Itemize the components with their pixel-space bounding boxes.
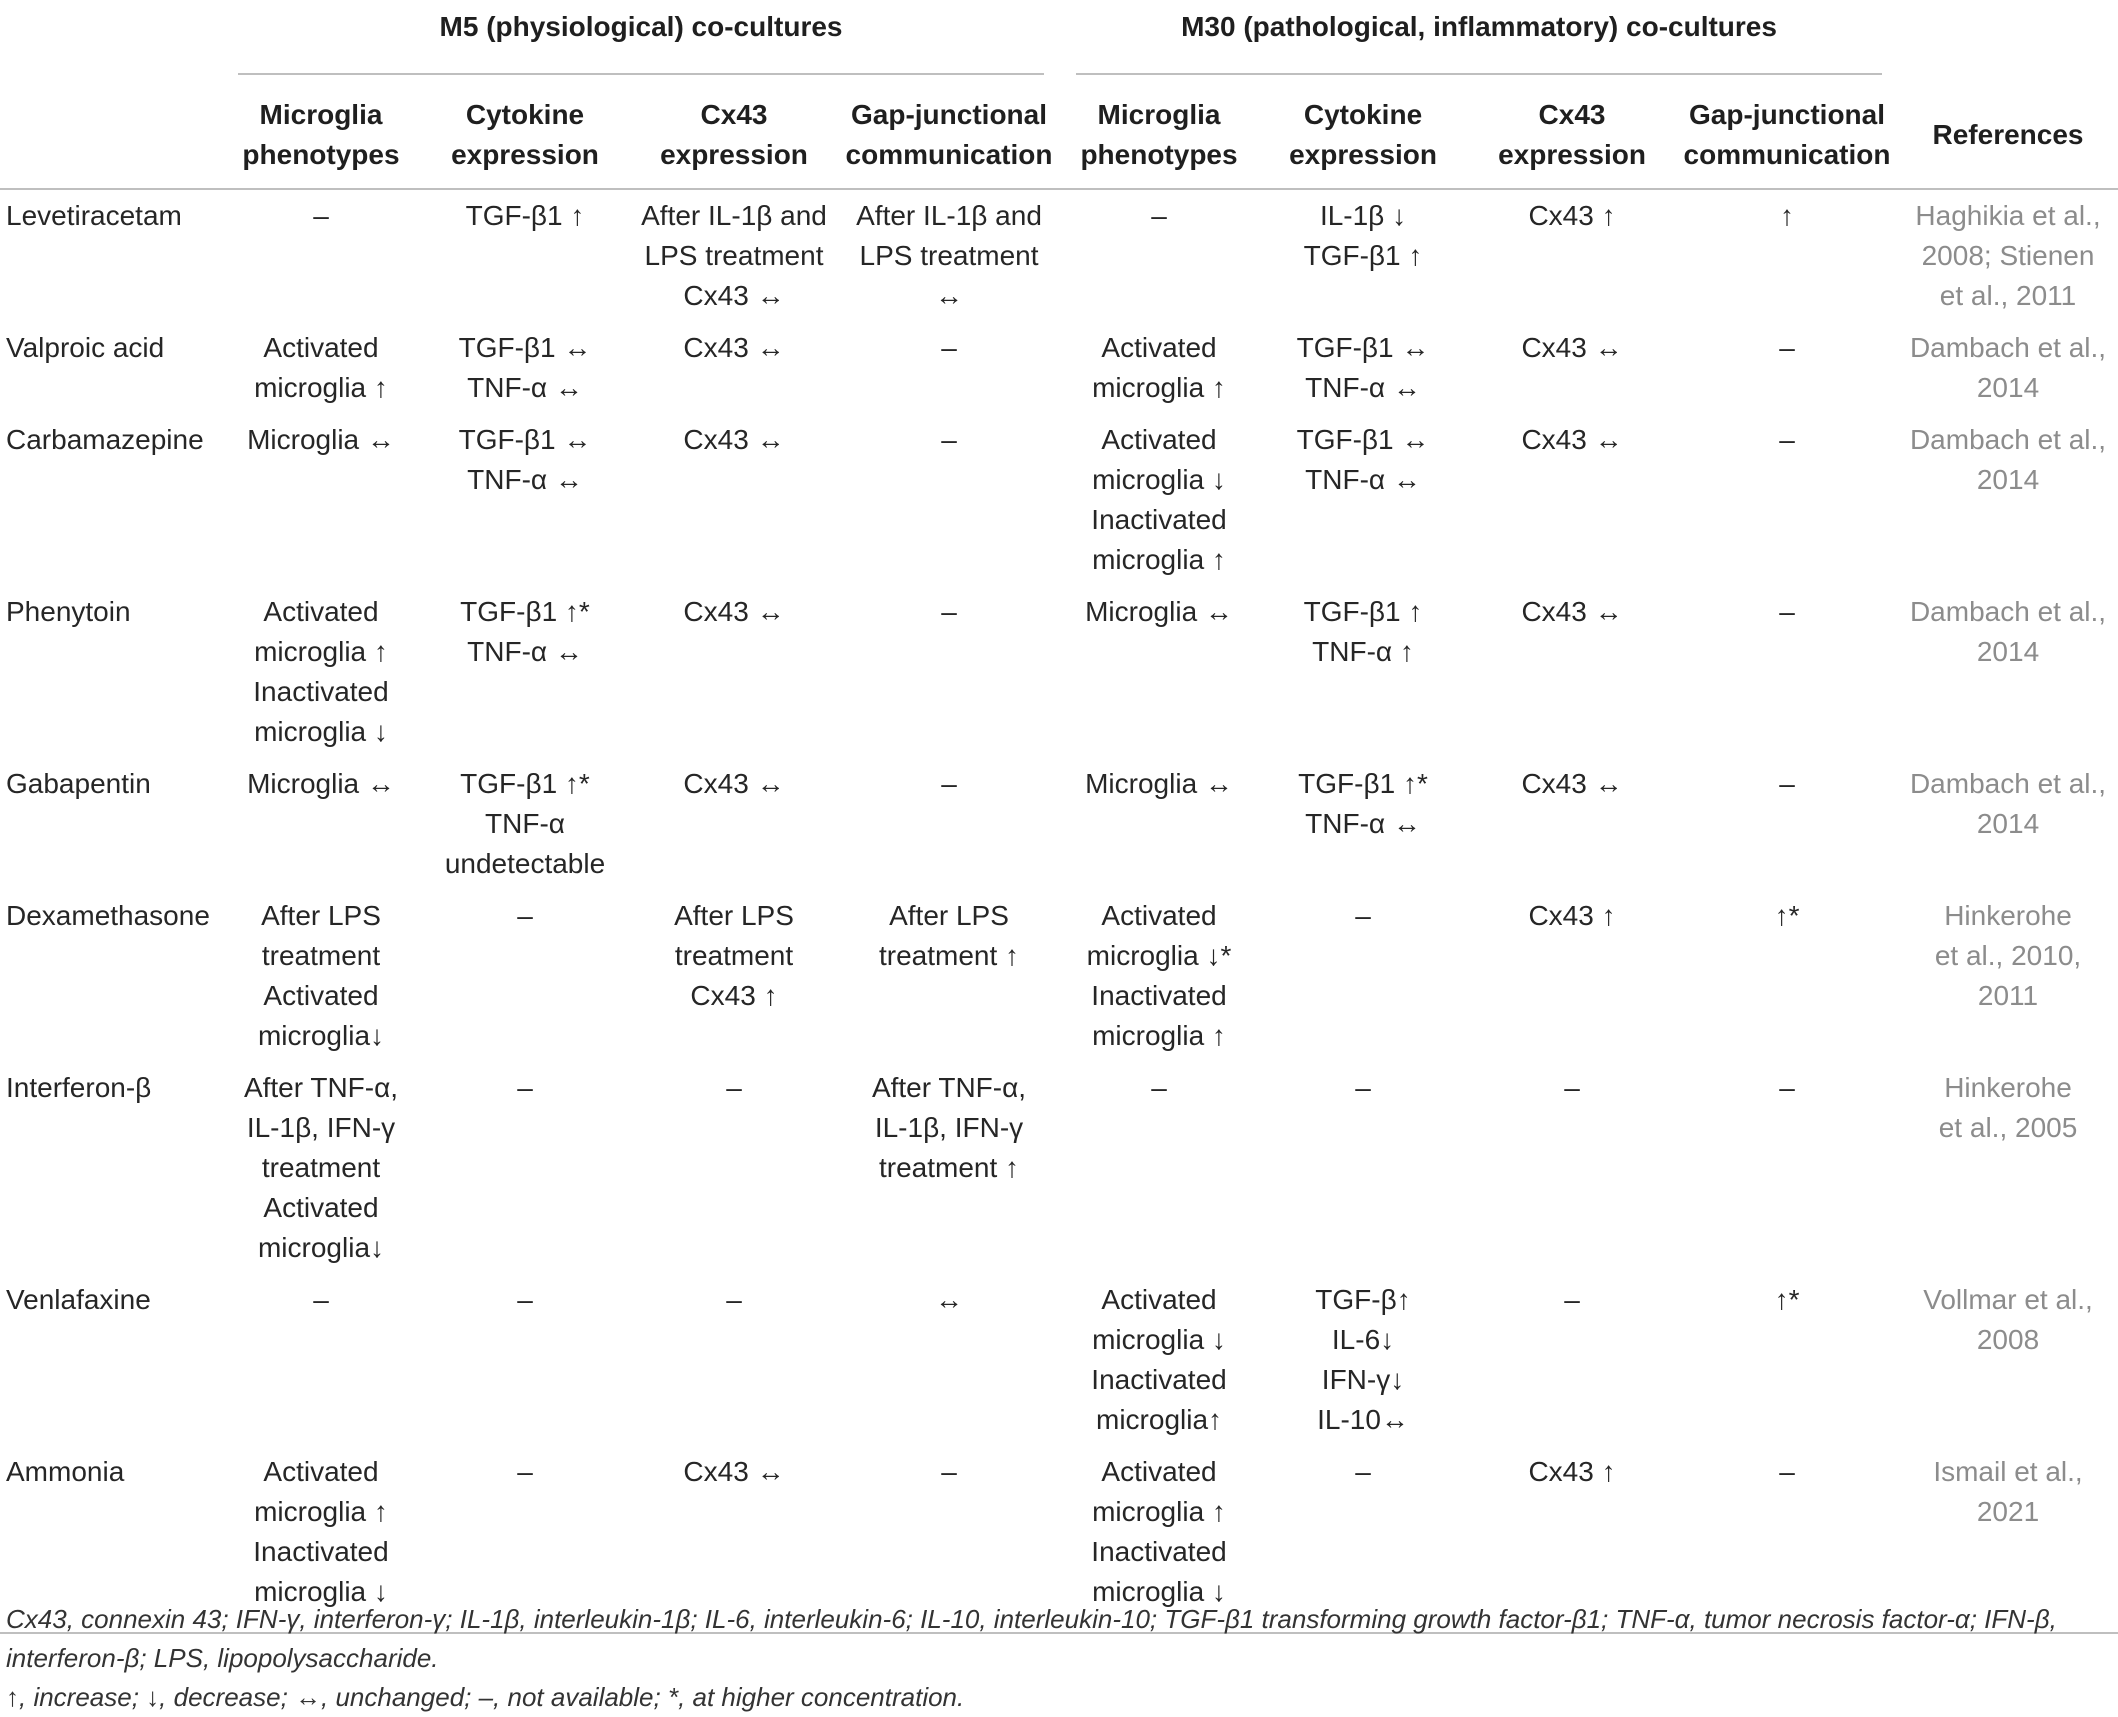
column-header-line: communication (1683, 139, 1891, 170)
cell-line: IFN-γ↓ (1321, 1364, 1405, 1395)
column-header-line: expression (1289, 139, 1437, 170)
table-cell (630, 586, 838, 758)
cell-line: LPS treatment (644, 240, 824, 271)
cell-line: TNF-α ↔ (467, 372, 583, 403)
cell-line: Cx43 ↔ (683, 280, 785, 311)
table-cell (222, 414, 420, 586)
cell-line: Cx43 ↔ (1521, 424, 1623, 455)
table-cell (420, 1062, 630, 1274)
table-cell (1468, 890, 1676, 1062)
cell-line: Activated (1101, 1456, 1217, 1487)
cell-line: microglia ↑ (254, 636, 388, 667)
column-header-line: Gap-junctional (1689, 99, 1886, 130)
cell-line: Activated (1101, 332, 1217, 363)
column-header-line: expression (451, 139, 599, 170)
cell-line: After LPS (889, 900, 1009, 931)
reference-cell (1898, 414, 2118, 586)
cell-line: TNF-α (485, 808, 565, 839)
drug-name: Phenytoin (6, 596, 131, 627)
reference-cell (1898, 189, 2118, 322)
table-cell (1060, 586, 1258, 758)
column-header-line: Cx43 (700, 99, 768, 130)
reference-line: Dambach et al., (1909, 768, 2107, 799)
cell-line: treatment (674, 940, 794, 971)
table-cell (1060, 890, 1258, 1062)
cell-line: TGF-β↑ (1315, 1284, 1411, 1315)
table-cell (1676, 890, 1898, 1062)
cell-line: Activated (263, 980, 379, 1011)
table-row (0, 322, 2118, 414)
table-body (0, 189, 2118, 1633)
cell-line: LPS treatment (859, 240, 1039, 271)
column-header (1060, 82, 1258, 189)
cell-line: microglia ↑ (1092, 544, 1226, 575)
cell-line: microglia ↓ (254, 1576, 388, 1607)
cell-line: Cx43 ↑ (690, 980, 778, 1011)
reference-cell (1898, 758, 2118, 890)
table-cell (838, 414, 1060, 586)
reference-cell (1898, 1062, 2118, 1274)
cell-line: IL-1β ↓ (1319, 200, 1407, 231)
cell-line: After IL-1β and (641, 200, 827, 231)
table-cell (838, 1274, 1060, 1446)
column-header-line: expression (1498, 139, 1646, 170)
table-cell (1258, 414, 1468, 586)
cell-line: microglia ↓ (1092, 1324, 1226, 1355)
reference-line: et al., 2010, (1934, 940, 2082, 971)
cell-line: microglia ↑ (1092, 1496, 1226, 1527)
cell-line: Activated (263, 596, 379, 627)
cell-line: – (1779, 1456, 1795, 1487)
column-header-line: phenotypes (1080, 139, 1238, 170)
table-cell (1060, 189, 1258, 322)
table-cell (222, 322, 420, 414)
drug-name: Gabapentin (6, 768, 151, 799)
cell-line: After TNF-α, (243, 1072, 399, 1103)
table-cell (420, 586, 630, 758)
table-cell (1258, 322, 1468, 414)
cell-line: ↔ (935, 280, 963, 311)
table-row (0, 1062, 2118, 1274)
cell-line: microglia ↑ (254, 1496, 388, 1527)
cell-line: TNF-α ↔ (1305, 808, 1421, 839)
table-footnotes (6, 1600, 2106, 1717)
column-header-line: expression (660, 139, 808, 170)
cell-line: Cx43 ↔ (683, 768, 785, 799)
table-row (0, 586, 2118, 758)
reference-line: Dambach et al., (1909, 332, 2107, 363)
symbol-legend: ↑, increase; ↓, decrease; ↔, unchanged; –, not available; *, at higher concentration. (6, 1682, 965, 1712)
cell-line: treatment ↑ (878, 1152, 1020, 1183)
cell-line: Activated (1101, 900, 1217, 931)
table-cell (1468, 189, 1676, 322)
cell-line: Activated (1101, 424, 1217, 455)
table-cell (630, 414, 838, 586)
reference-line: 2008; Stienen (1921, 240, 2095, 271)
column-header-line: phenotypes (242, 139, 400, 170)
reference-cell (1898, 1274, 2118, 1446)
column-header (1468, 82, 1676, 189)
table-cell (1676, 586, 1898, 758)
table-cell (222, 1274, 420, 1446)
cell-line: TNF-α ↔ (1305, 464, 1421, 495)
reference-line: Dambach et al., (1909, 424, 2107, 455)
table-cell (1676, 1274, 1898, 1446)
table-cell (222, 1062, 420, 1274)
table-cell (838, 322, 1060, 414)
column-header-line: Cytokine (1303, 99, 1423, 130)
table-cell (420, 414, 630, 586)
cell-line: – (517, 1456, 533, 1487)
cell-line: Cx43 ↔ (1521, 768, 1623, 799)
table-cell (222, 586, 420, 758)
table-cell (838, 890, 1060, 1062)
drug-name: Carbamazepine (6, 424, 204, 455)
table-cell (630, 758, 838, 890)
column-header (1676, 82, 1898, 189)
cell-line: – (726, 1072, 742, 1103)
reference-line: Hinkerohe (1944, 1072, 2072, 1103)
cell-line: TNF-α ↔ (1305, 372, 1421, 403)
table-cell (1060, 1062, 1258, 1274)
drug-name: Venlafaxine (6, 1284, 151, 1315)
table-row (0, 1274, 2118, 1446)
cell-line: Activated (263, 332, 379, 363)
drug-name: Ammonia (0, 1446, 222, 1633)
cell-line: microglia↓ (257, 1020, 385, 1051)
cell-line: – (517, 900, 533, 931)
table-cell (1468, 414, 1676, 586)
table-cell (420, 189, 630, 322)
table-cell (222, 758, 420, 890)
cell-line: treatment ↑ (878, 940, 1020, 971)
table-cell (630, 1062, 838, 1274)
reference-line: Vollmar et al., (1923, 1284, 2093, 1315)
column-header (1258, 82, 1468, 189)
cell-line: Microglia ↔ (247, 424, 395, 455)
reference-line: 2008 (1976, 1324, 2040, 1355)
table-cell (1258, 1274, 1468, 1446)
group-header-m5: M5 (physiological) co-cultures (222, 0, 1060, 82)
table-cell (420, 322, 630, 414)
column-header-line: Microglia (1097, 99, 1221, 130)
cell-line: – (1779, 424, 1795, 455)
column-header (630, 82, 838, 189)
reference-line: 2014 (1976, 808, 2040, 839)
column-header-line: communication (845, 139, 1053, 170)
table-cell (630, 189, 838, 322)
column-header-line: Gap-junctional (851, 99, 1047, 130)
cell-line: microglia ↓* (1086, 940, 1232, 971)
table-cell (222, 890, 420, 1062)
cell-line: – (1779, 1072, 1795, 1103)
reference-line: 2014 (1976, 636, 2040, 667)
table-cell (838, 189, 1060, 322)
cell-line: Cx43 ↔ (683, 596, 785, 627)
reference-line: 2014 (1976, 372, 2040, 403)
reference-cell (1898, 586, 2118, 758)
table-cell (1258, 1062, 1468, 1274)
reference-line: 2021 (1976, 1496, 2040, 1527)
cell-line: TNF-α ↔ (467, 464, 583, 495)
table-cell (1676, 322, 1898, 414)
table-row (0, 758, 2118, 890)
reference-line: Hinkerohe (1944, 900, 2072, 931)
cell-line: Cx43 ↔ (683, 424, 785, 455)
cell-line: – (1355, 1456, 1371, 1487)
cell-line: microglia ↑ (254, 372, 388, 403)
table-cell (420, 758, 630, 890)
cell-line: Cx43 ↔ (1521, 332, 1623, 363)
cell-line: microglia ↑ (1092, 1020, 1226, 1051)
cell-line: – (941, 1456, 957, 1487)
cell-line: microglia↓ (257, 1232, 385, 1263)
cell-line: – (941, 332, 957, 363)
cell-line: microglia ↓ (1092, 464, 1226, 495)
table-cell (838, 758, 1060, 890)
table-cell (838, 586, 1060, 758)
cell-line: – (1779, 768, 1795, 799)
table-cell (1258, 189, 1468, 322)
cell-line: TGF-β1 ↔ (1296, 332, 1430, 363)
cell-line: – (1355, 900, 1371, 931)
group-header-m30: M30 (pathological, inflammatory) co-cultures (1060, 0, 1898, 82)
cell-line: Inactivated (1091, 504, 1227, 535)
table-cell (420, 1274, 630, 1446)
cell-line: undetectable (444, 848, 606, 879)
cell-line: – (726, 1284, 742, 1315)
cell-line: Cx43 ↑ (1528, 1456, 1616, 1487)
table-cell (630, 322, 838, 414)
cell-line: Cx43 ↑ (1528, 200, 1616, 231)
cell-line: Cx43 ↔ (683, 332, 785, 363)
table-cell (1676, 1062, 1898, 1274)
cell-line: – (517, 1072, 533, 1103)
cell-line: – (941, 596, 957, 627)
table-cell (1468, 758, 1676, 890)
cell-line: ↔ (935, 1284, 963, 1315)
cell-line: – (517, 1284, 533, 1315)
cell-line: – (1151, 200, 1167, 231)
table-cell (1676, 414, 1898, 586)
cell-line: Cx43 ↔ (683, 1456, 785, 1487)
cell-line: – (313, 1284, 329, 1315)
column-header-line: Microglia (259, 99, 383, 130)
reference-line: et al., 2005 (1938, 1112, 2078, 1143)
cell-line: ↑ (1780, 200, 1795, 231)
cell-line: IL-6↓ (1331, 1324, 1395, 1355)
table-row (0, 189, 2118, 322)
drug-name: Dexamethasone (6, 900, 210, 931)
cell-line: – (313, 200, 329, 231)
table-cell (1258, 586, 1468, 758)
cell-line: Activated (263, 1192, 379, 1223)
cell-line: – (1355, 1072, 1371, 1103)
cell-line: TGF-β1 ↑* (1298, 768, 1428, 799)
cell-line: ↑* (1774, 900, 1800, 931)
column-header (420, 82, 630, 189)
column-header (838, 82, 1060, 189)
table-row (0, 890, 2118, 1062)
reference-cell (1898, 890, 2118, 1062)
table-cell (630, 890, 838, 1062)
cell-line: Inactivated (1091, 1536, 1227, 1567)
cell-line: Microglia ↔ (1085, 596, 1233, 627)
cell-line: IL-10↔ (1317, 1404, 1409, 1435)
table-cell (838, 1062, 1060, 1274)
cell-line: TGF-β1 ↑ (1303, 596, 1423, 627)
column-header-row (0, 82, 2118, 189)
drug-name: Levetiracetam (6, 200, 182, 231)
column-header-references: References (1898, 82, 2118, 189)
cell-line: After LPS (674, 900, 794, 931)
table-cell (1468, 1274, 1676, 1446)
cell-line: IL-1β, IFN-γ (874, 1112, 1024, 1143)
drug-name: Interferon-β (6, 1072, 152, 1103)
reference-line: Dambach et al., (1909, 596, 2107, 627)
cell-line: – (1779, 332, 1795, 363)
table-cell (1060, 1274, 1258, 1446)
cell-line: Inactivated (253, 1536, 389, 1567)
cell-line: Activated (263, 1456, 379, 1487)
cell-line: After IL-1β and (856, 200, 1042, 231)
group-header-row (0, 0, 2118, 82)
cell-line: After LPS (261, 900, 381, 931)
reference-cell (1898, 322, 2118, 414)
reference-line: 2014 (1976, 464, 2040, 495)
reference-line: et al., 2011 (1939, 280, 2077, 311)
drug-name: Valproic acid (6, 332, 165, 363)
table-cell (222, 189, 420, 322)
reference-line: Haghikia et al., (1915, 200, 2101, 231)
cell-line: – (941, 768, 957, 799)
cell-line: Microglia ↔ (247, 768, 395, 799)
cell-line: Cx43 ↔ (1521, 596, 1623, 627)
column-header-line: Cx43 (1538, 99, 1606, 130)
column-header (222, 82, 420, 189)
cell-line: Inactivated (253, 676, 389, 707)
reference-line: Ismail et al., (1933, 1456, 2083, 1487)
table-cell (1676, 758, 1898, 890)
table-cell (1060, 322, 1258, 414)
cell-line: TNF-α ↔ (467, 636, 583, 667)
cell-line: Cx43 ↑ (1528, 900, 1616, 931)
cell-line: IL-1β, IFN-γ (246, 1112, 396, 1143)
cell-line: TGF-β1 ↑ (1303, 240, 1423, 271)
cell-line: Microglia ↔ (1085, 768, 1233, 799)
cell-line: Inactivated (1091, 1364, 1227, 1395)
table-cell (1676, 189, 1898, 322)
cell-line: TGF-β1 ↑ (465, 200, 585, 231)
table-row (0, 414, 2118, 586)
cell-line: – (1564, 1284, 1580, 1315)
cell-line: microglia ↑ (1092, 372, 1226, 403)
cell-line: – (941, 424, 957, 455)
cell-line: microglia↑ (1096, 1404, 1223, 1435)
abbreviation-note: Cx43, connexin 43; IFN-γ, interferon-γ; IL-1β, interleukin-1β; IL-6, interleukin-6; IL-10, interleukin-10; TGF-β1 transforming growth factor-β1; TNF-α, tumor necrosis factor-α; IFN-β, interferon-β; LPS, lipopolysaccharide. (6, 1604, 2057, 1673)
table-cell (1468, 1062, 1676, 1274)
reference-line: 2011 (1977, 980, 2039, 1011)
cell-line: microglia ↓ (254, 716, 388, 747)
table-cell (1258, 890, 1468, 1062)
table-cell (630, 1274, 838, 1446)
cell-line: Activated (1101, 1284, 1217, 1315)
table-cell (1060, 758, 1258, 890)
cell-line: TGF-β1 ↔ (458, 424, 592, 455)
cell-line: TGF-β1 ↔ (1296, 424, 1430, 455)
cell-line: TNF-α ↑ (1312, 636, 1414, 667)
cell-line: microglia ↓ (1092, 1576, 1226, 1607)
column-header-line: Cytokine (465, 99, 585, 130)
cell-line: – (1564, 1072, 1580, 1103)
cell-line: – (1779, 596, 1795, 627)
cell-line: treatment (261, 940, 381, 971)
cell-line: ↑* (1774, 1284, 1800, 1315)
table-cell (1060, 414, 1258, 586)
cell-line: – (1151, 1072, 1167, 1103)
table-cell (1468, 322, 1676, 414)
table-cell (1468, 586, 1676, 758)
cell-line: TGF-β1 ↑* (460, 596, 590, 627)
cell-line: treatment (261, 1152, 381, 1183)
cell-line: After TNF-α, (871, 1072, 1027, 1103)
cell-line: TGF-β1 ↔ (458, 332, 592, 363)
table-cell (1258, 758, 1468, 890)
table-cell (420, 890, 630, 1062)
cell-line: Inactivated (1091, 980, 1227, 1011)
cell-line: TGF-β1 ↑* (460, 768, 590, 799)
